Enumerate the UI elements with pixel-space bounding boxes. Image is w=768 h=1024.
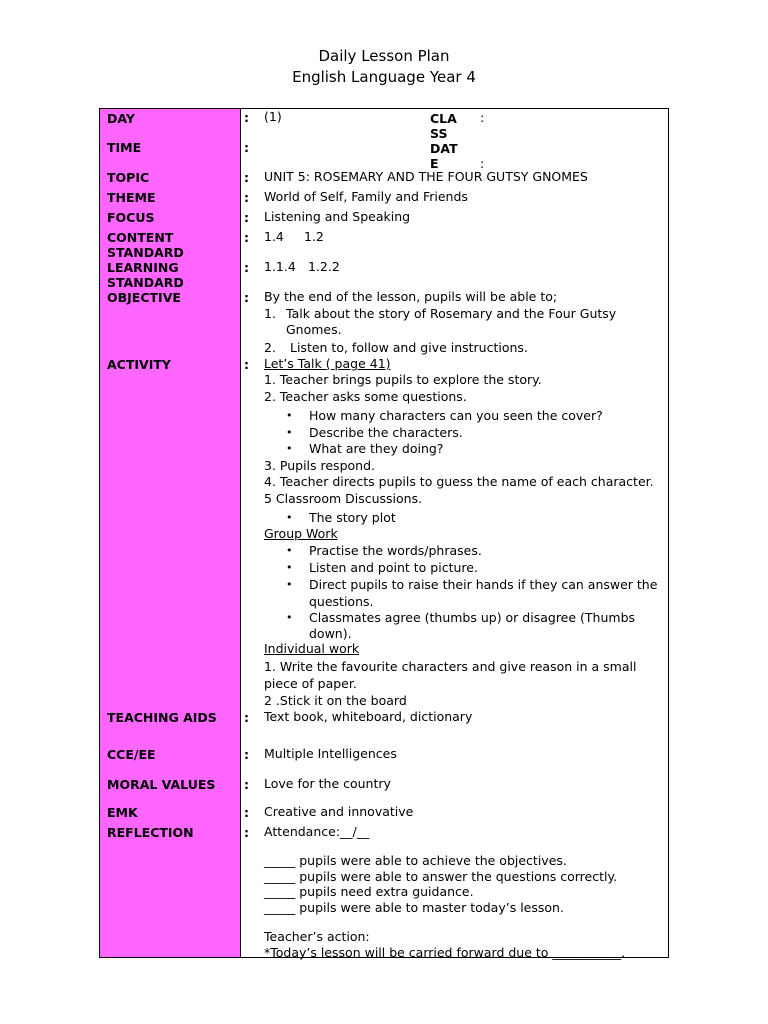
class-label	[430, 111, 457, 141]
document-subtitle: English Language Year 4	[292, 68, 476, 86]
colon: :	[244, 747, 249, 762]
date-label	[430, 141, 458, 171]
colon: :	[244, 260, 249, 275]
question-2: Describe the characters.	[309, 425, 463, 440]
learning-standard-1: 1.1.4	[264, 259, 296, 274]
carry-forward-line: *Today’s lesson will be carried forward due to ___________.	[264, 945, 626, 960]
colon: :	[244, 190, 249, 205]
colon: :	[244, 230, 249, 245]
individual-line-1: 1. Write the favourite characters and give reason in a small	[264, 659, 637, 674]
question-1: How many characters can you seen the cover?	[309, 408, 603, 423]
label-objective: OBJECTIVE	[107, 290, 181, 305]
reflection-line-4: _____ pupils were able to master today’s lesson.	[264, 900, 564, 915]
colon: :	[244, 140, 249, 155]
group-item-4-line-2: down).	[309, 626, 352, 641]
objective-num-2: 2.	[264, 340, 276, 355]
column-divider	[240, 109, 241, 957]
label-content-standard	[107, 230, 184, 260]
objective-intro: By the end of the lesson, pupils will be able to;	[264, 289, 558, 304]
date-label-line-2: E	[430, 156, 439, 171]
document-title: Daily Lesson Plan	[318, 47, 450, 65]
activity-step-4: 4. Teacher directs pupils to guess the name of each character.	[264, 474, 654, 489]
label-time: TIME	[107, 140, 142, 155]
colon: :	[244, 825, 249, 840]
bullet-icon: •	[286, 544, 293, 557]
objective-item-2: Listen to, follow and give instructions.	[290, 340, 528, 355]
label-focus: FOCUS	[107, 210, 155, 225]
question-3: What are they doing?	[309, 441, 444, 456]
colon: :	[244, 110, 249, 125]
objective-num-1: 1.	[264, 306, 276, 321]
bullet-icon: •	[286, 409, 293, 422]
theme-value: World of Self, Family and Friends	[264, 189, 468, 204]
label-moral-values: MORAL VALUES	[107, 777, 216, 792]
colon: :	[244, 210, 249, 225]
objective-item-1-line-2: Gnomes.	[286, 322, 342, 337]
lesson-plan-table	[99, 108, 669, 958]
label-learning-line-2: STANDARD	[107, 275, 184, 290]
moral-values-value: Love for the country	[264, 776, 391, 791]
group-item-2: Listen and point to picture.	[309, 560, 478, 575]
class-label-line-1: CLA	[430, 111, 457, 126]
learning-standard-2: 1.2.2	[308, 259, 340, 274]
class-colon: :	[480, 110, 485, 125]
teaching-aids-value: Text book, whiteboard, dictionary	[264, 709, 473, 724]
topic-value: UNIT 5: ROSEMARY AND THE FOUR GUTSY GNOMES	[264, 169, 588, 184]
bullet-icon: •	[286, 442, 293, 455]
objective-item-1-line-1: Talk about the story of Rosemary and the Four Gutsy	[286, 306, 617, 321]
bullet-icon: •	[286, 561, 293, 574]
label-content-line-2: STANDARD	[107, 245, 184, 260]
colon: :	[244, 777, 249, 792]
bullet-icon: •	[286, 426, 293, 439]
colon: :	[244, 805, 249, 820]
label-reflection: REFLECTION	[107, 825, 194, 840]
lets-talk-heading: Let’s Talk ( page 41)	[264, 356, 391, 371]
bullet-icon: •	[286, 611, 293, 624]
label-teaching-aids: TEACHING AIDS	[107, 710, 217, 725]
label-topic: TOPIC	[107, 170, 150, 185]
class-label-line-2: SS	[430, 126, 448, 141]
individual-line-3: 2 .Stick it on the board	[264, 693, 407, 708]
content-standard-2: 1.2	[304, 229, 324, 244]
activity-step-2: 2. Teacher asks some questions.	[264, 389, 467, 404]
label-content-line-1: CONTENT	[107, 230, 174, 245]
reflection-line-1: _____ pupils were able to achieve the objectives.	[264, 853, 567, 868]
label-day: DAY	[107, 111, 135, 126]
activity-step-3: 3. Pupils respond.	[264, 458, 375, 473]
colon: :	[244, 170, 249, 185]
group-item-4-line-1: Classmates agree (thumbs up) or disagree (Thumbs	[309, 610, 636, 625]
individual-work-heading: Individual work	[264, 641, 360, 656]
individual-line-2: piece of paper.	[264, 676, 357, 691]
date-colon: :	[480, 156, 485, 171]
group-item-3-line-2: questions.	[309, 594, 374, 609]
day-value: (1)	[264, 109, 282, 124]
label-activity: ACTIVITY	[107, 357, 171, 372]
label-learning-line-1: LEARNING	[107, 260, 179, 275]
group-item-1: Practise the words/phrases.	[309, 543, 482, 558]
discussion-item: The story plot	[309, 510, 396, 525]
colon: :	[244, 290, 249, 305]
label-learning-standard	[107, 260, 184, 290]
activity-step-1: 1. Teacher brings pupils to explore the story.	[264, 372, 542, 387]
cce-value: Multiple Intelligences	[264, 746, 397, 761]
group-item-3-line-1: Direct pupils to raise their hands if they can answer the	[309, 577, 658, 592]
date-label-line-1: DAT	[430, 141, 458, 156]
label-cce: CCE/EE	[107, 747, 156, 762]
activity-step-5: 5 Classroom Discussions.	[264, 491, 423, 506]
group-work-heading: Group Work	[264, 526, 338, 541]
colon: :	[244, 357, 249, 372]
reflection-line-2: _____ pupils were able to answer the questions correctly.	[264, 869, 618, 884]
attendance-field: Attendance:__/__	[264, 824, 370, 839]
teacher-action-label: Teacher’s action:	[264, 929, 370, 944]
focus-value: Listening and Speaking	[264, 209, 411, 224]
bullet-icon: •	[286, 578, 293, 591]
content-standard-1: 1.4	[264, 229, 284, 244]
label-theme: THEME	[107, 190, 156, 205]
reflection-line-3: _____ pupils need extra guidance.	[264, 884, 474, 899]
emk-value: Creative and innovative	[264, 804, 414, 819]
colon: :	[244, 710, 249, 725]
label-emk: EMK	[107, 805, 138, 820]
bullet-icon: •	[286, 511, 293, 524]
